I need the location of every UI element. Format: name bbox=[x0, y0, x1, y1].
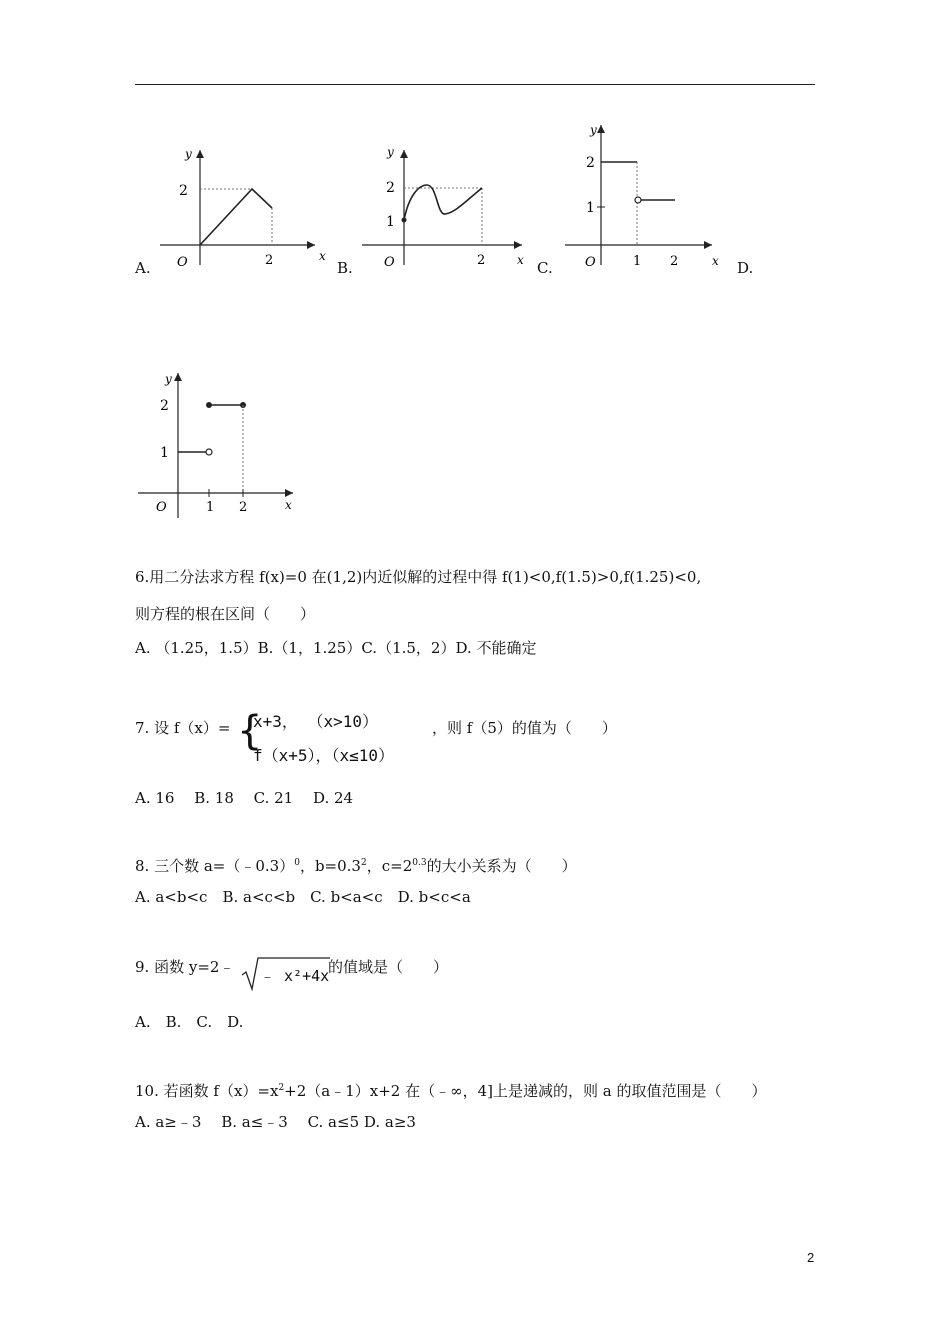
q10-part1: 10. 若函数 f（x）=x bbox=[135, 1082, 279, 1100]
graph-a bbox=[155, 140, 330, 270]
y-axis-label: y bbox=[387, 145, 394, 159]
q8-part3: ，c=2 bbox=[366, 857, 413, 875]
q9-options: A. B. C. D. bbox=[135, 1013, 244, 1031]
tick-x-2: 2 bbox=[239, 500, 248, 515]
q6-options: A. （1.25，1.5）B.（1，1.25）C.（1.5，2）D. 不能确定 bbox=[135, 639, 537, 657]
q7-case1: x+3， （x>10） bbox=[253, 712, 379, 731]
option-c-label: C. bbox=[537, 259, 553, 277]
sqrt-expression bbox=[242, 955, 332, 997]
option-d-label: D. bbox=[737, 259, 754, 277]
q10-options: A. a≥﹣3 B. a≤﹣3 C. a≤5 D. a≥3 bbox=[135, 1113, 416, 1131]
q6-line1: 6.用二分法求方程 f(x)=0 在(1,2)内近似解的过程中得 f(1)<0,f(1.5)>0,f(1.25)<0, bbox=[135, 568, 702, 586]
y-axis-label: y bbox=[590, 123, 597, 137]
q7-suffix: ，则 f（5）的值为（ ） bbox=[432, 719, 617, 737]
tick-y-1: 1 bbox=[586, 200, 595, 216]
header-rule bbox=[135, 84, 815, 85]
q7-case2: f（x+5），（x≤10） bbox=[253, 746, 395, 765]
option-a-label: A. bbox=[135, 259, 151, 277]
piecewise-brace: { bbox=[237, 708, 263, 754]
q8-stem bbox=[135, 853, 577, 876]
tick-y-1: 1 bbox=[386, 214, 395, 230]
q9-prefix: 9. 函数 y=2﹣ bbox=[135, 958, 235, 976]
q9-suffix: 的值域是（ ） bbox=[328, 958, 449, 976]
origin-label: O bbox=[177, 255, 188, 270]
q6-line2: 则方程的根在区间（ ） bbox=[135, 605, 316, 623]
graph-c bbox=[560, 120, 735, 270]
q8-sup3: 0.3 bbox=[412, 858, 427, 868]
y-axis-label: y bbox=[165, 372, 172, 386]
q8-sup2: 2 bbox=[360, 858, 367, 868]
tick-x-2: 2 bbox=[670, 254, 679, 269]
origin-label: O bbox=[585, 255, 596, 270]
q8-options: A. a<b<c B. a<c<b C. b<a<c D. b<c<a bbox=[135, 888, 471, 906]
tick-y-1: 1 bbox=[160, 445, 169, 461]
q8-part2: ，b=0.3 bbox=[299, 857, 361, 875]
tick-x-2: 2 bbox=[477, 253, 486, 268]
q7-prefix: 7. 设 f（x）= bbox=[135, 719, 231, 737]
tick-x-1: 1 bbox=[206, 500, 215, 515]
tick-y-2: 2 bbox=[179, 183, 188, 199]
q8-part1: 8. 三个数 a=（﹣0.3） bbox=[135, 857, 295, 875]
x-axis-label: x bbox=[712, 254, 719, 268]
graph-b bbox=[357, 140, 532, 270]
q7-options: A. 16 B. 18 C. 21 D. 24 bbox=[135, 789, 354, 807]
origin-label: O bbox=[384, 255, 395, 270]
graph-d bbox=[135, 368, 310, 523]
q10-stem bbox=[135, 1078, 766, 1101]
q10-part2: +2（a﹣1）x+2 在（﹣∞，4]上是递减的，则 a 的取值范围是（ ） bbox=[284, 1082, 767, 1100]
q10-sup1: 2 bbox=[278, 1083, 285, 1093]
q8-part4: 的大小关系为（ ） bbox=[426, 857, 577, 875]
y-axis-label: y bbox=[185, 147, 192, 161]
option-b-label: B. bbox=[337, 259, 353, 277]
q8-sup1: 0 bbox=[294, 858, 300, 868]
tick-x-2: 2 bbox=[265, 253, 274, 268]
x-axis-label: x bbox=[285, 498, 292, 512]
tick-y-2: 2 bbox=[386, 180, 395, 196]
origin-label: O bbox=[156, 500, 167, 515]
page-number: 2 bbox=[807, 1250, 815, 1265]
x-axis-label: x bbox=[517, 253, 524, 267]
x-axis-label: x bbox=[319, 249, 326, 263]
tick-y-2: 2 bbox=[160, 398, 169, 414]
q9-radicand: ﹣ x²+4x bbox=[260, 967, 330, 985]
tick-y-2: 2 bbox=[586, 155, 595, 171]
tick-x-1: 1 bbox=[633, 254, 642, 269]
